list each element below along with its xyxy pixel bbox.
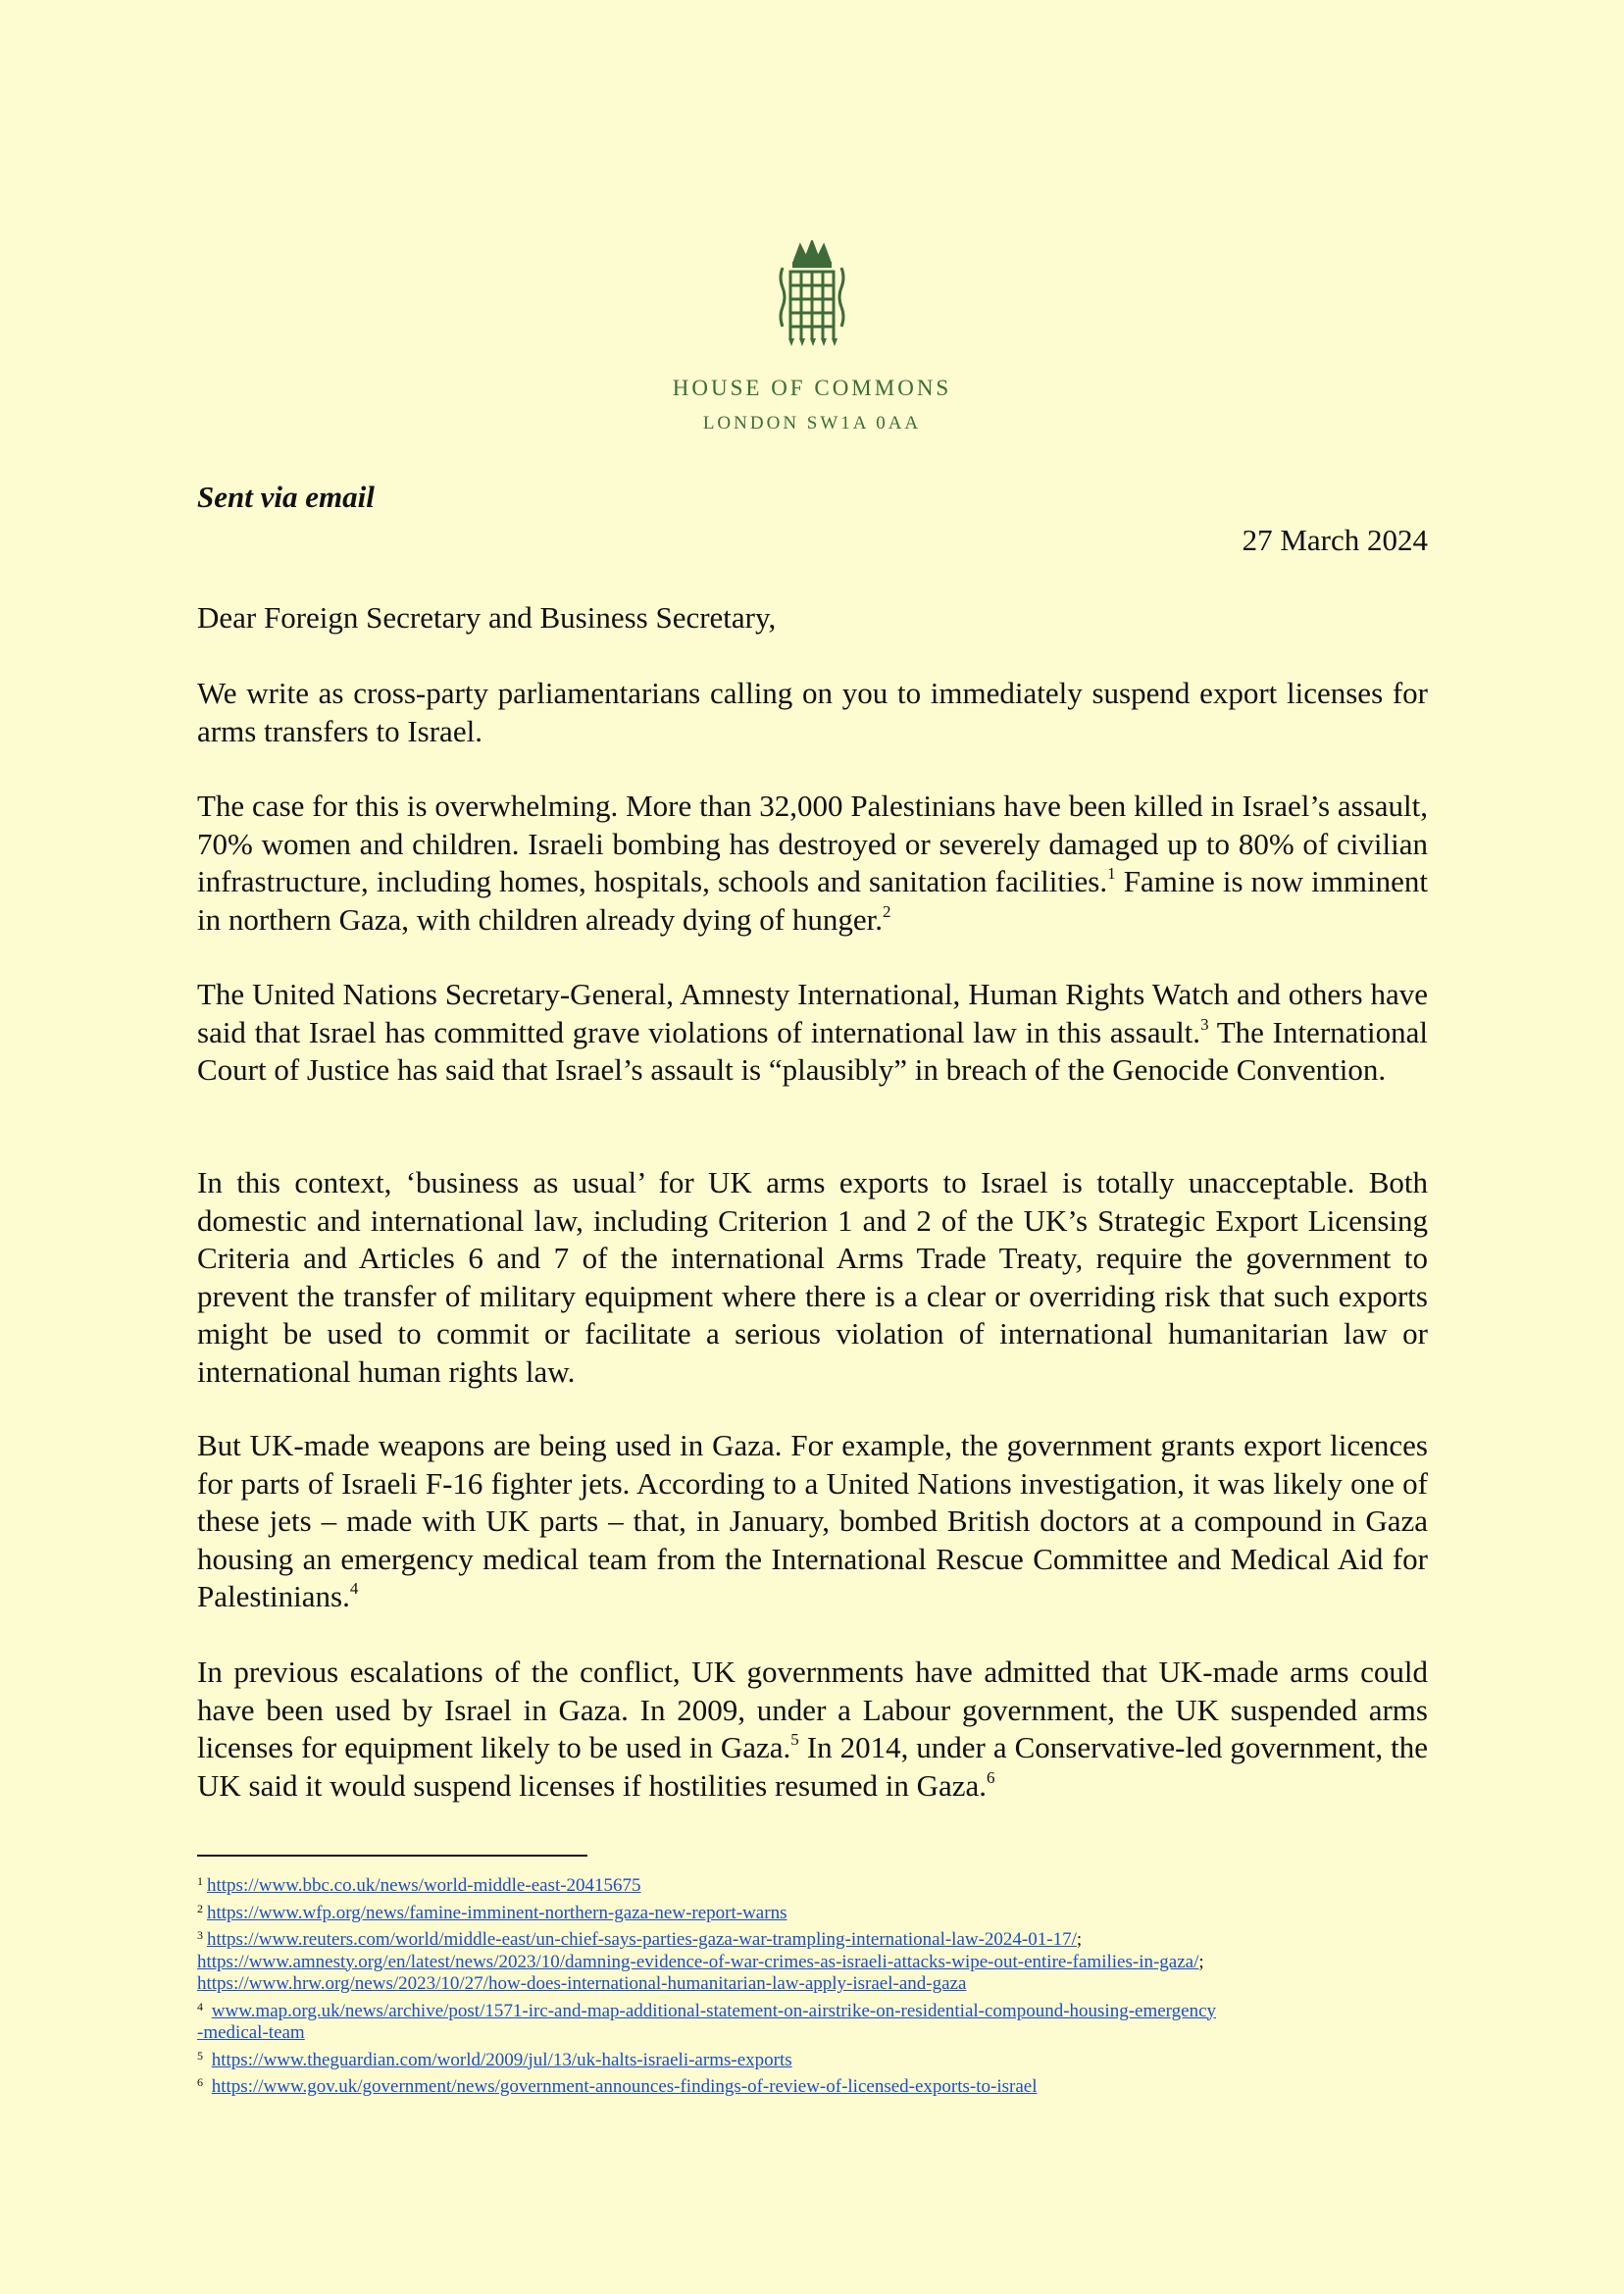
paragraph-6 xyxy=(197,1654,1428,1805)
footnote-number: 3 xyxy=(197,1928,203,1942)
footnote-ref-3[interactable]: 3 xyxy=(1200,1014,1209,1034)
footnote-link[interactable]: https://www.theguardian.com/world/2009/jul/13/uk-halts-israeli-arms-exports xyxy=(211,2049,792,2070)
footnotes xyxy=(197,1870,1433,2099)
footnote-ref-5[interactable]: 5 xyxy=(790,1730,799,1749)
letterhead xyxy=(0,240,1624,434)
paragraph-1-text: We write as cross-party parliamentarians calling on you to immediately suspend export licenses for arms transfers to Israel. xyxy=(197,676,1428,748)
portcullis-icon xyxy=(773,240,851,348)
paragraph-6-text-b: In 2014, under a Conservative-led government, the UK said it would suspend licenses if hostilities resumed in Gaza. xyxy=(197,1730,1428,1803)
footnote-number: 2 xyxy=(197,1901,203,1915)
footnote-ref-4[interactable]: 4 xyxy=(349,1579,359,1598)
footnote-ref-1[interactable]: 1 xyxy=(1107,864,1116,883)
footnote-2 xyxy=(197,1898,1433,1925)
footnote-ref-2[interactable]: 2 xyxy=(883,901,891,921)
footnote-link[interactable]: www.map.org.uk/news/archive/post/1571-irc-and-map-additional-statement-on-airstrike-on-residential-compound-housing-emergency xyxy=(211,2000,1217,2021)
institution-name: HOUSE OF COMMONS xyxy=(672,376,952,400)
sent-via-note: Sent via email xyxy=(197,480,375,514)
paragraph-6-text-a: In previous escalations of the conflict, UK governments have admitted that UK-made arms could have been used by Israel in Gaza. In 2009, under a Labour government, the UK suspended arms licenses for equipment likely to be used in Gaza. xyxy=(197,1655,1428,1764)
footnote-number: 4 xyxy=(197,1999,203,2014)
paragraph-5 xyxy=(197,1427,1428,1616)
footnote-link[interactable]: https://www.hrw.org/news/2023/10/27/how-does-international-humanitarian-law-apply-israel-and-gaza xyxy=(197,1973,967,1994)
footnote-separator: ; xyxy=(1076,1929,1083,1950)
paragraph-3 xyxy=(197,976,1428,1090)
paragraph-4-text: In this context, ‘business as usual’ for UK arms exports to Israel is totally unacceptable. Both domestic and international law, including Criterion 1 and 2 of the UK’s Strategic Export Licensing Criteria and Articles 6 and 7 of the international Arms Trade Treaty, require the government to prevent the transfer of military equipment where there is a clear or overriding risk that such exports might be used to commit or facilitate a serious violation of international humanitarian law or international human rights law. xyxy=(197,1165,1428,1389)
salutation: Dear Foreign Secretary and Business Secretary, xyxy=(197,600,777,635)
footnote-ref-6[interactable]: 6 xyxy=(987,1767,995,1787)
footnote-4 xyxy=(197,1996,1433,2045)
institution-address: LONDON SW1A 0AA xyxy=(702,413,922,433)
paragraph-2-text-a: The case for this is overwhelming. More than 32,000 Palestinians have been killed in Israel’s assault, 70% women and children. Israeli bombing has destroyed or severely damaged up to 80% of civilian infrastructure, including homes, hospitals, schools and sanitation facilities. xyxy=(197,789,1428,898)
footnote-6 xyxy=(197,2071,1433,2099)
paragraph-2-text-b: Famine is now imminent in northern Gaza, with children already dying of hunger. xyxy=(197,864,1428,937)
footnote-link-continued[interactable]: -medical-team xyxy=(197,2022,305,2043)
footnote-1 xyxy=(197,1870,1433,1898)
letter-date: 27 March 2024 xyxy=(1242,523,1428,557)
footnote-number: 5 xyxy=(197,2048,203,2063)
footnote-number: 6 xyxy=(197,2075,203,2089)
footnote-link[interactable]: https://www.wfp.org/news/famine-imminent-northern-gaza-new-report-warns xyxy=(207,1902,787,1923)
paragraph-2 xyxy=(197,788,1428,939)
footnote-link[interactable]: https://www.reuters.com/world/middle-east/un-chief-says-parties-gaza-war-trampling-international-law-2024-01-17/ xyxy=(207,1929,1077,1950)
footnote-divider xyxy=(197,1855,587,1857)
paragraph-5-text: But UK-made weapons are being used in Gaza. For example, the government grants export licences for parts of Israeli F-16 fighter jets. According to a United Nations investigation, it was likely one of these jets – made with UK parts – that, in January, bombed British doctors at a compound in Gaza housing an emergency medical team from the International Rescue Committee and Medical Aid for Palestinians. xyxy=(197,1428,1428,1613)
paragraph-3-text-a: The United Nations Secretary-General, Amnesty International, Human Rights Watch and others have said that Israel has committed grave violations of international law in this assault. xyxy=(197,977,1428,1049)
footnote-number: 1 xyxy=(197,1874,203,1888)
footnote-link[interactable]: https://www.gov.uk/government/news/government-announces-findings-of-review-of-licensed-exports-to-israel xyxy=(211,2076,1038,2097)
footnote-link[interactable]: https://www.amnesty.org/en/latest/news/2023/10/damning-evidence-of-war-crimes-as-israeli-attacks-wipe-out-entire-families-in-gaza/ xyxy=(197,1951,1199,1972)
paragraph-1 xyxy=(197,675,1428,750)
footnote-separator: ; xyxy=(1198,1951,1204,1972)
footnote-3 xyxy=(197,1924,1433,1996)
footnote-link[interactable]: https://www.bbc.co.uk/news/world-middle-east-20415675 xyxy=(207,1875,641,1896)
footnote-5 xyxy=(197,2045,1433,2072)
paragraph-4 xyxy=(197,1164,1428,1391)
paragraph-3-text-b: The International Court of Justice has said that Israel’s assault is “plausibly” in breach of the Genocide Convention. xyxy=(197,1014,1428,1087)
